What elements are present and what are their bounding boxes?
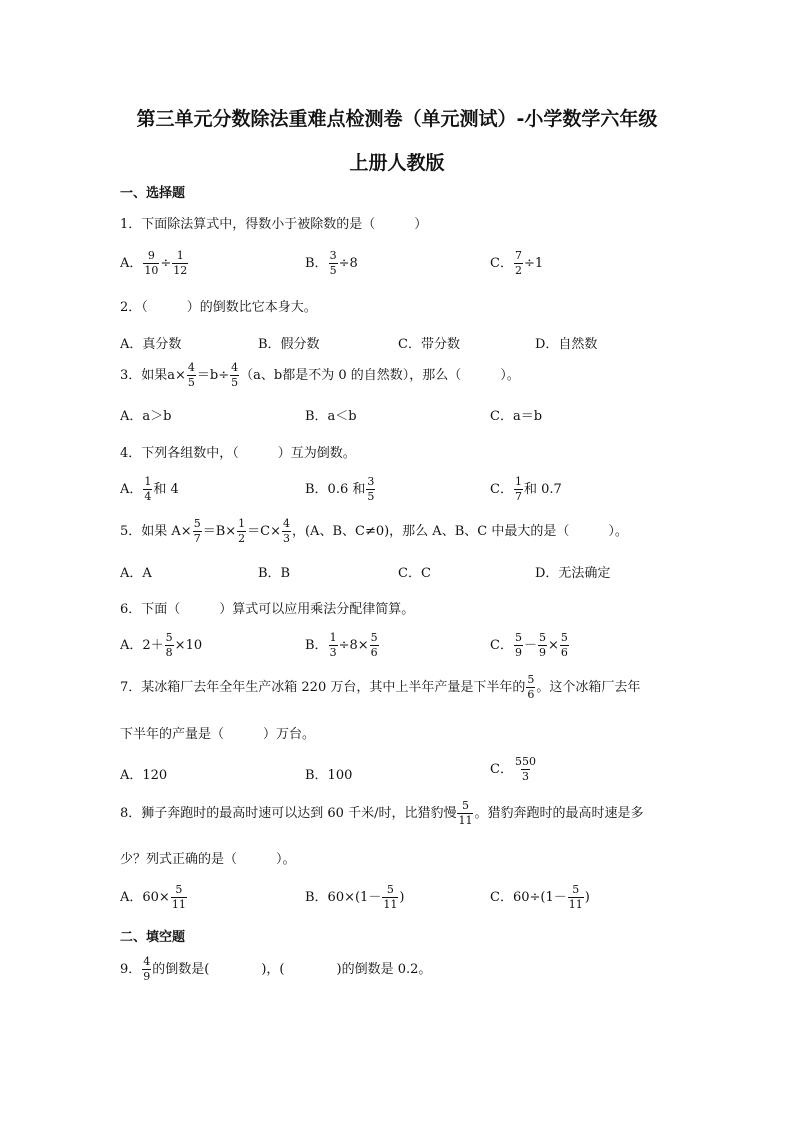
question-2-option-a: A．真分数	[120, 337, 182, 352]
question-8-stem: 8．狮子奔跑时的最高时速可以达到 60 千米/时，比猎豹慢 $\frac{5}{11}$ 。猎豹奔跑时的最高时速是多	[120, 799, 644, 827]
question-4-option-c: C． $\frac{1}{7}$ 和 0.7	[490, 475, 562, 503]
question-5-option-d: D．无法确定	[535, 566, 611, 581]
question-2-option-d: D．自然数	[535, 337, 598, 352]
page-title: 第三单元分数除法重难点检测卷（单元测试）-小学数学六年级	[136, 108, 658, 130]
question-6-stem: 6．下面（ ）算式可以应用乘法分配律简算。	[120, 602, 415, 617]
page-title-line2: 上册人教版	[349, 152, 445, 174]
question-7-stem: 7．某冰箱厂去年全年生产冰箱 220 万台，其中上半年产量是下半年的 $\frac{5}{6}$ 。这个冰箱厂去年	[120, 673, 641, 701]
question-2-option-c: C．带分数	[398, 337, 460, 352]
question-9-stem: 9． $\frac{4}{9}$ 的倒数是( )，( )的倒数是 0.2。	[120, 955, 432, 983]
question-7-option-c: C． $\frac{550}{3}$	[490, 755, 536, 783]
question-7-option-b: B．100	[305, 768, 353, 783]
question-8-option-c: C．60÷(1－ $\frac{5}{11}$ )	[490, 883, 590, 911]
question-1-option-a: A． $\frac{9}{10}$ ÷ $\frac{1}{12}$	[120, 249, 188, 277]
question-1-stem: 1．下面除法算式中，得数小于被除数的是（ ）	[120, 217, 428, 232]
question-8-option-b: B．60×(1－ $\frac{5}{11}$ )	[305, 883, 405, 911]
question-3-option-b: B．a＜b	[305, 409, 357, 424]
question-2-stem: 2．（ ）的倒数比它本身大。	[120, 300, 317, 315]
question-4-option-b: B．0.6 和 $\frac{3}{5}$	[305, 475, 375, 503]
section-heading-2: 二、填空题	[120, 930, 186, 945]
question-5-option-b: B．B	[258, 566, 291, 581]
question-6-option-c: C． $\frac{5}{9}$ － $\frac{5}{9}$ × $\frac{5}{6}$	[490, 631, 568, 659]
question-3-stem: 3．如果a× $\frac{4}{5}$ ＝b÷ $\frac{4}{5}$ （a、b都是不为 0 的自然数），那么（ ）。	[120, 361, 520, 389]
question-2-option-b: B．假分数	[258, 337, 320, 352]
question-5-option-a: A．A	[120, 566, 152, 581]
question-6-option-a: A．2＋ $\frac{5}{8}$ ×10	[120, 631, 203, 659]
question-3-option-a: A．a＞b	[120, 409, 172, 424]
question-5-option-c: C．C	[398, 566, 431, 581]
question-8-stem-line2: 少？列式正确的是（ ）。	[120, 852, 296, 867]
question-8-option-a: A．60× $\frac{5}{11}$	[120, 883, 186, 911]
question-3-option-c: C．a＝b	[490, 409, 543, 424]
question-4-stem: 4．下列各组数中，（ ）互为倒数。	[120, 446, 356, 461]
question-7-stem-line2: 下半年的产量是（ ）万台。	[120, 727, 316, 742]
question-7-option-a: A．120	[120, 768, 168, 783]
question-1-option-c: C． $\frac{7}{2}$ ÷1	[490, 249, 544, 277]
question-1-option-b: B． $\frac{3}{5}$ ÷8	[305, 249, 358, 277]
question-4-option-a: A． $\frac{1}{4}$ 和 4	[120, 475, 179, 503]
question-6-option-b: B． $\frac{1}{3}$ ÷8× $\frac{5}{6}$	[305, 631, 378, 659]
section-heading: 一、选择题	[120, 186, 186, 201]
question-5-stem: 5．如果 A× $\frac{5}{7}$ ＝B× $\frac{1}{2}$ ＝C× $\frac{4}{3}$ ，(A、B、C≠0)，那么 A、B、C 中最大的是（ ）。	[120, 517, 628, 545]
